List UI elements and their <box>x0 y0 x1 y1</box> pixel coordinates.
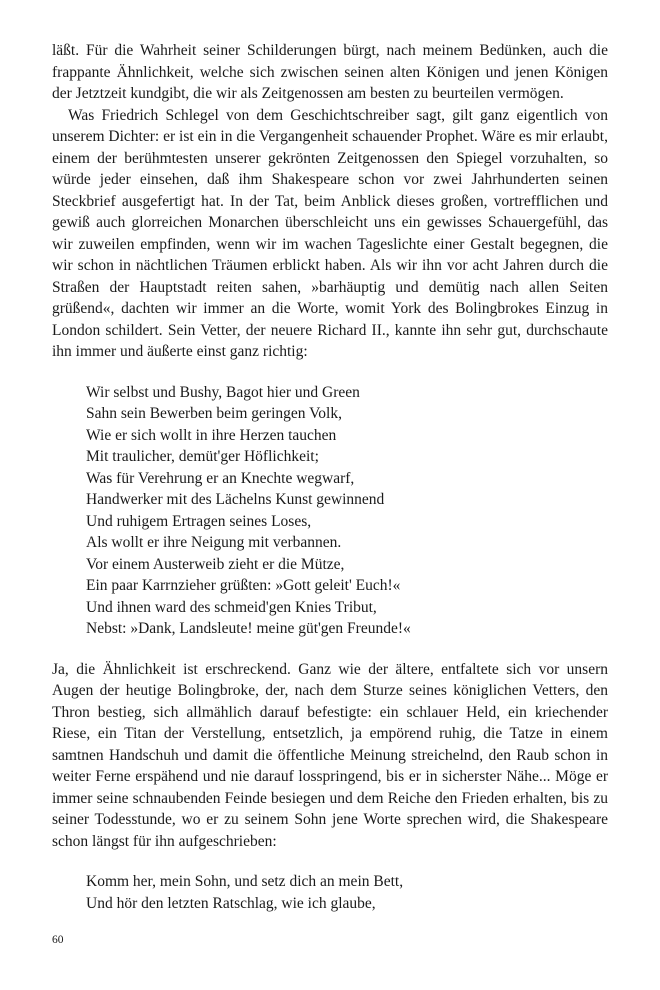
verse-line: Vor einem Austerweib zieht er die Mütze, <box>86 555 345 573</box>
verse-line: Handwerker mit des Lächelns Kunst gewinnend <box>86 491 385 508</box>
verse-line: Was für Verehrung er an Knechte wegwarf, <box>86 469 355 487</box>
verse-quote-king <box>86 871 608 914</box>
paragraph-schlegel: Was Friedrich Schlegel von dem Geschichtschreiber sagt, gilt ganz eigentlich von unserem Dichter: er ist ein in die Vergangenheit schauender Prophet. Wäre es mir erlaubt, einem der berühmtesten unserer gekrönten Zeitgenossen den Spiegel vorzuhalten, so würde jeder einsehen, daß ihm Shakespeare schon vor zwei Jahrhunderten seinen Steckbrief ausgefertigt hat. In der Tat, beim Anblick dieses großen, vortrefflichen und gewiß auch glorreichen Monarchen überschleicht uns ein gewisses Schauergefühl, das wir zuweilen empfinden, wenn wir im wachen Tageslichte einer Gestalt begegnen, die wir schon in nächtlichen Träumen erblickt haben. Als wir ihn vor acht Jahren durch die Straßen der Hauptstadt reiten sahen, »barhäuptig und demütig nach allen Seiten grüßend«, dachten wir immer an die Worte, womit York des Bolingbrokes Einzug in London schildert. Sein Vetter, der neuere Richard II., kannte ihn sehr gut, durchschaute ihn immer und äußerte einst ganz richtig: <box>52 106 608 360</box>
verse-line: Und hör den letzten Ratschlag, wie ich glaube, <box>86 894 376 912</box>
paragraph-bolingbroke: Ja, die Ähnlichkeit ist erschreckend. Ganz wie der ältere, entfaltete sich vor unsern Augen der heutige Bolingbroke, der, nach dem Sturze seines königlichen Vetters, den Thron bestieg, sich allmählich darauf befestigte: ein schlauer Held, ein kriechender Riese, ein Titan der Verstellung, entsetzlich, ja empörend ruhig, die Tatze in einem samtnen Handschuh und damit die öffentliche Meinung streichelnd, den Raub schon in weiter Ferne erspähend und nie darauf losspringend, bis er in sicherster Nähe... Möge er immer seine schnaubenden Feinde besiegen und dem Reiche den Frieden erhalten, bis zu seiner Todesstunde, wo er zu seinem Sohn jene Worte sprechen wird, die Shakespeare schon längst für ihn aufgeschrieben: <box>52 660 608 850</box>
verse-quote-richard <box>86 382 608 640</box>
verse-line: Als wollt er ihre Neigung mit verbannen. <box>86 534 342 551</box>
verse-line: Mit traulicher, demüt'ger Höflichkeit; <box>86 448 319 465</box>
book-page <box>52 40 608 933</box>
verse-line: Sahn sein Bewerben beim geringen Volk, <box>86 405 342 422</box>
paragraph-continuation: läßt. Für die Wahrheit seiner Schilderungen bürgt, nach meinem Bedünken, auch die frappante Ähnlichkeit, welche sich zwischen seinen alten Königen und jenen Königen der Jetztzeit kundgibt, die wir als Zeitgenossen am besten zu beurteilen vermögen. <box>52 42 608 102</box>
verse-line: Und ihnen ward des schmeid'gen Knies Tribut, <box>86 598 377 616</box>
verse-line: Nebst: »Dank, Landsleute! meine güt'gen Freunde!« <box>86 620 411 637</box>
verse-line: Und ruhigem Ertragen seines Loses, <box>86 512 312 530</box>
page-number: 60 <box>52 934 64 946</box>
verse-line: Wie er sich wollt in ihre Herzen tauchen <box>86 426 337 444</box>
verse-line: Ein paar Karrnzieher grüßten: »Gott geleit' Euch!« <box>86 577 401 594</box>
verse-line: Komm her, mein Sohn, und setz dich an mein Bett, <box>86 873 404 890</box>
verse-line: Wir selbst und Bushy, Bagot hier und Green <box>86 383 360 401</box>
